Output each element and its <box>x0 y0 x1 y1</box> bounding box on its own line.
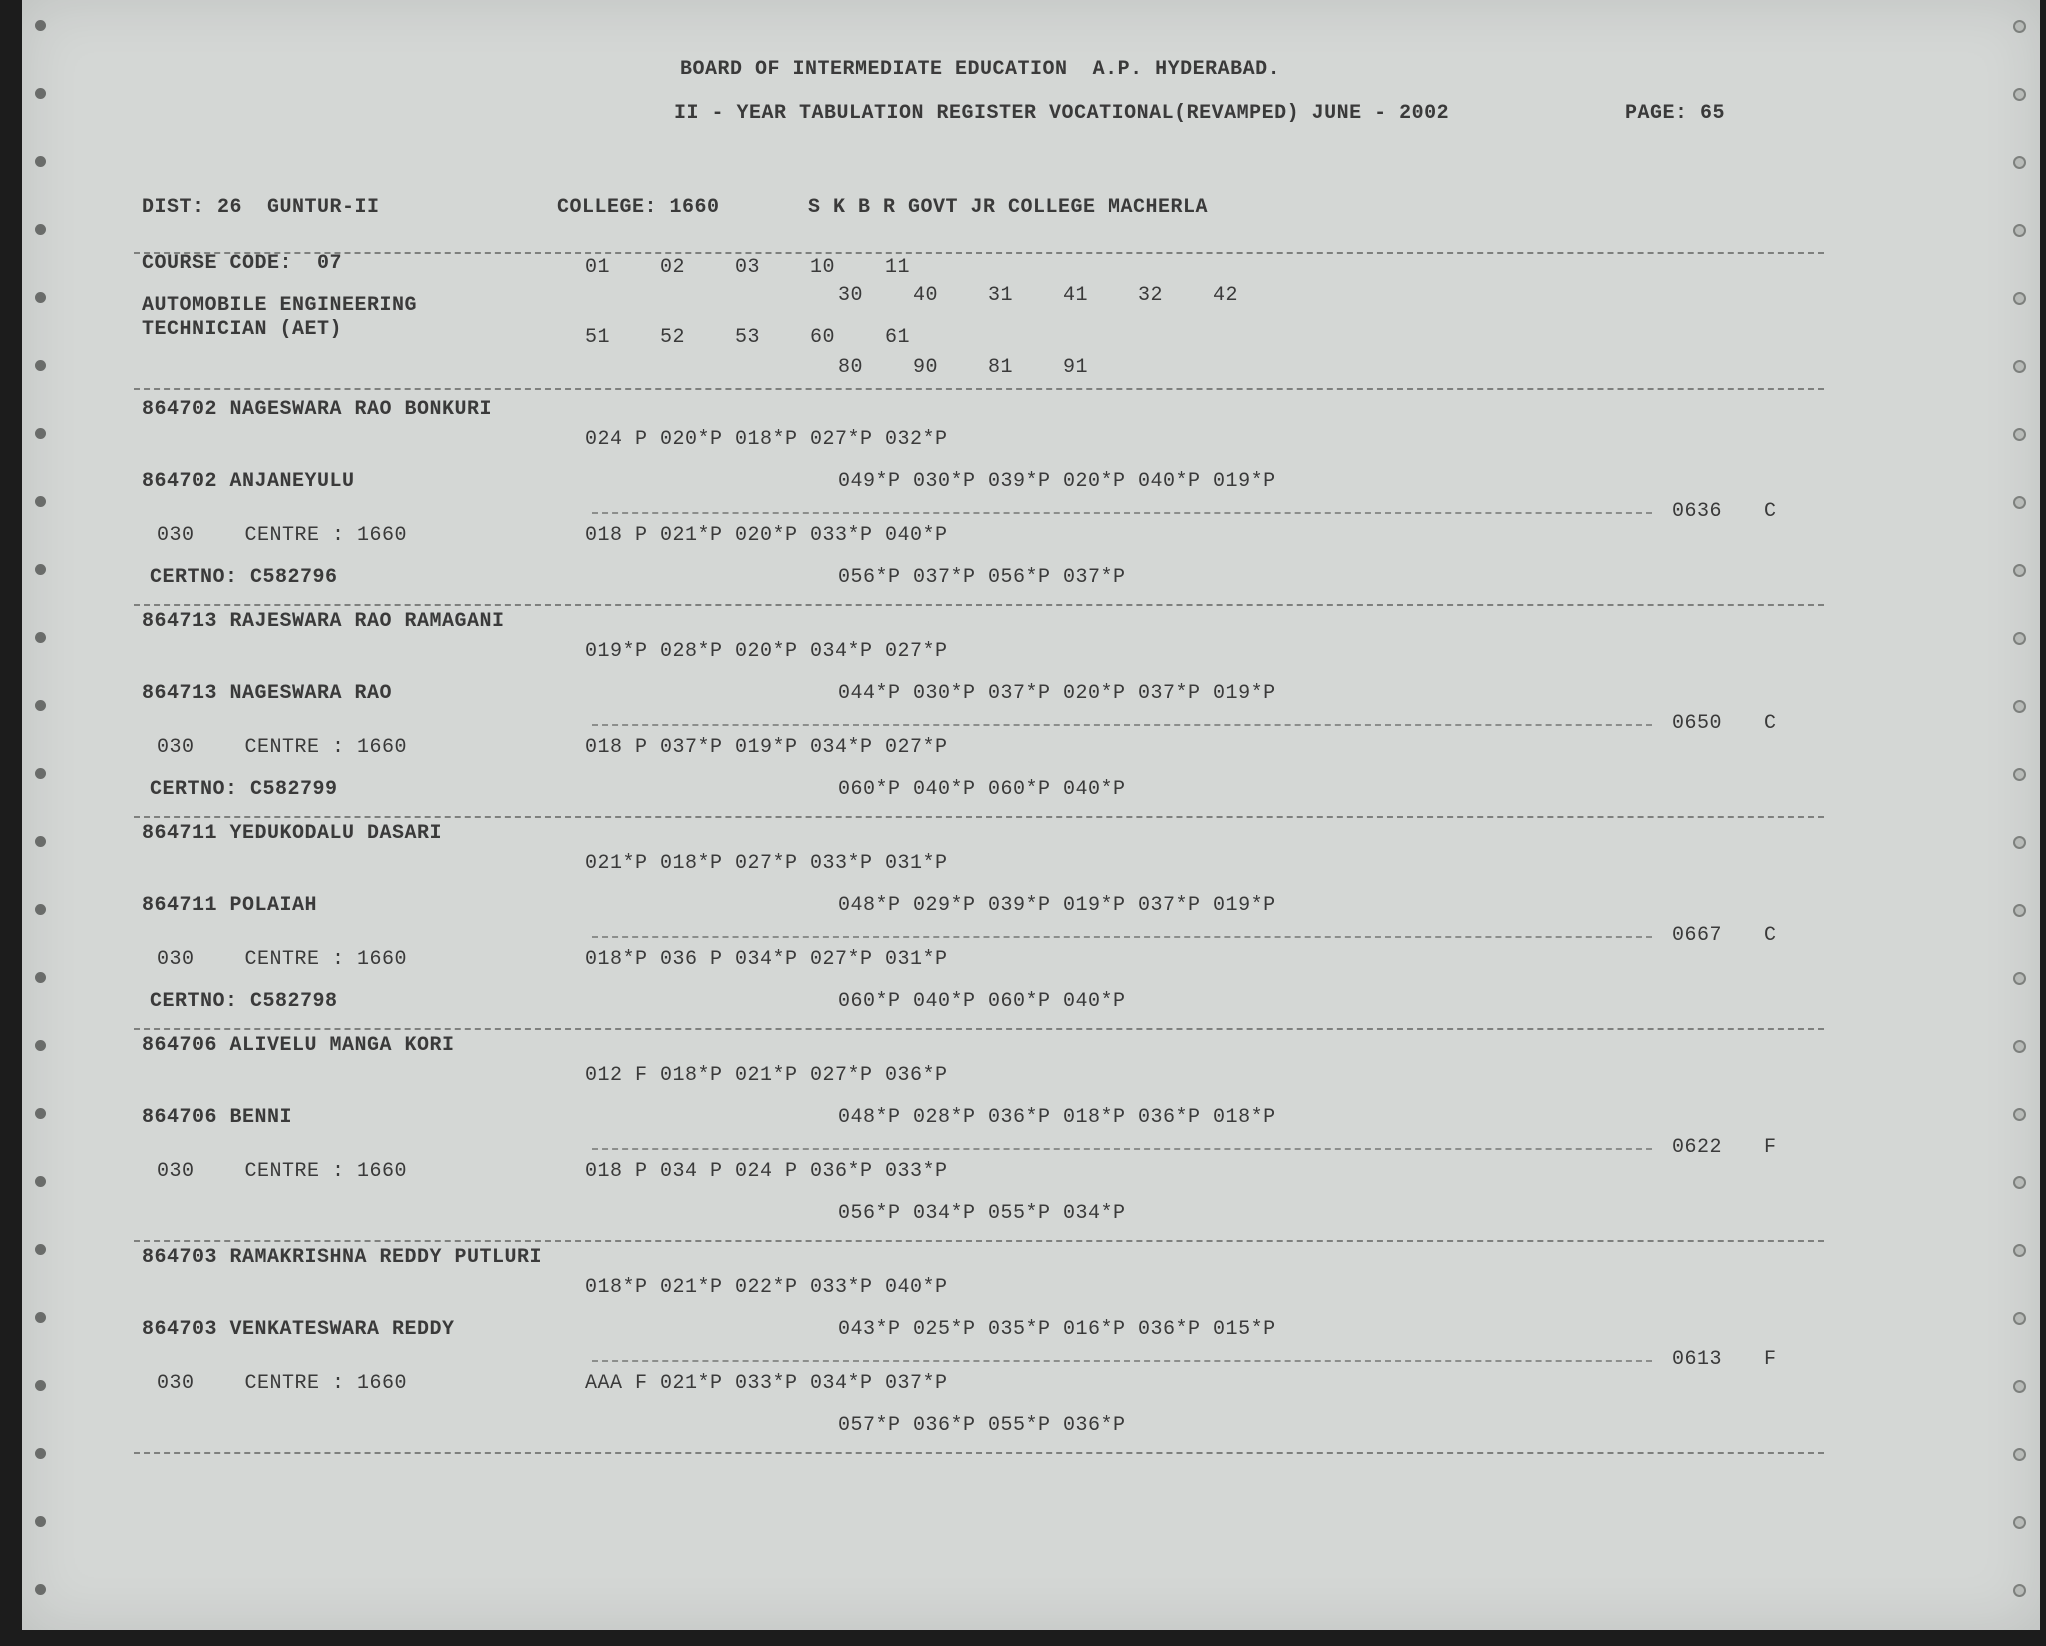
total-marks: 0636 <box>1672 500 1723 523</box>
result-grade: F <box>1764 1136 1777 1159</box>
marks-row-2: 049*P 030*P 039*P 020*P 040*P 019*P <box>838 470 1276 493</box>
district-label: DIST: 26 GUNTUR-II <box>142 196 380 219</box>
student-name: 864702 NAGESWARA RAO BONKURI <box>142 398 493 421</box>
marks-row-3: 018 P 034 P 024 P 036*P 033*P <box>585 1160 948 1183</box>
subject-codes-row-2: 30 40 31 41 32 42 <box>838 284 1239 307</box>
feed-hole <box>2013 1448 2026 1461</box>
feed-hole <box>2013 496 2026 509</box>
feed-hole <box>35 768 46 779</box>
subject-codes-row-3: 51 52 53 60 61 <box>585 326 911 349</box>
college-name: S K B R GOVT JR COLLEGE MACHERLA <box>808 196 1209 219</box>
marks-row-1: 021*P 018*P 027*P 033*P 031*P <box>585 852 948 875</box>
centre-line: 030 CENTRE : 1660 <box>157 948 408 971</box>
marks-divider <box>592 936 1652 938</box>
page-number: PAGE: 65 <box>1625 102 1726 125</box>
feed-hole <box>2013 972 2026 985</box>
course-code: COURSE CODE: 07 <box>142 252 343 275</box>
centre-line: 030 CENTRE : 1660 <box>157 524 408 547</box>
marks-row-1: 024 P 020*P 018*P 027*P 032*P <box>585 428 948 451</box>
marks-row-3: 018*P 036 P 034*P 027*P 031*P <box>585 948 948 971</box>
tabulation-sheet <box>22 0 2040 1630</box>
feed-hole <box>2013 156 2026 169</box>
feed-hole <box>35 1244 46 1255</box>
marks-row-1: 019*P 028*P 020*P 034*P 027*P <box>585 640 948 663</box>
marks-divider <box>592 724 1652 726</box>
result-grade: C <box>1764 500 1777 523</box>
total-marks: 0622 <box>1672 1136 1723 1159</box>
feed-hole <box>35 904 46 915</box>
feed-hole <box>2013 360 2026 373</box>
certificate-number: CERTNO: C582798 <box>150 990 338 1013</box>
feed-hole <box>2013 768 2026 781</box>
centre-line: 030 CENTRE : 1660 <box>157 1372 408 1395</box>
total-marks: 0667 <box>1672 924 1723 947</box>
parent-name: 864703 VENKATESWARA REDDY <box>142 1318 455 1341</box>
feed-hole <box>2013 1312 2026 1325</box>
feed-hole <box>2013 564 2026 577</box>
marks-row-2: 048*P 029*P 039*P 019*P 037*P 019*P <box>838 894 1276 917</box>
record-rule <box>134 816 1824 818</box>
header-rule-bottom <box>134 388 1824 390</box>
student-name: 864703 RAMAKRISHNA REDDY PUTLURI <box>142 1246 543 1269</box>
feed-hole <box>35 1380 46 1391</box>
feed-hole <box>35 1584 46 1595</box>
marks-row-2: 044*P 030*P 037*P 020*P 037*P 019*P <box>838 682 1276 705</box>
total-marks: 0650 <box>1672 712 1723 735</box>
feed-hole <box>2013 904 2026 917</box>
subject-codes-row-1: 01 02 03 10 11 <box>585 256 911 279</box>
total-marks: 0613 <box>1672 1348 1723 1371</box>
feed-hole <box>2013 88 2026 101</box>
marks-row-2: 048*P 028*P 036*P 018*P 036*P 018*P <box>838 1106 1276 1129</box>
feed-hole <box>35 1516 46 1527</box>
feed-hole <box>35 972 46 983</box>
result-grade: C <box>1764 712 1777 735</box>
parent-name: 864706 BENNI <box>142 1106 293 1129</box>
marks-row-2: 043*P 025*P 035*P 016*P 036*P 015*P <box>838 1318 1276 1341</box>
student-name: 864706 ALIVELU MANGA KORI <box>142 1034 455 1057</box>
parent-name: 864711 POLAIAH <box>142 894 318 917</box>
feed-hole <box>2013 632 2026 645</box>
header-rule-top <box>134 252 1824 254</box>
marks-row-4: 056*P 034*P 055*P 034*P <box>838 1202 1126 1225</box>
feed-hole <box>35 88 46 99</box>
marks-divider <box>592 1148 1652 1150</box>
student-name: 864711 YEDUKODALU DASARI <box>142 822 443 845</box>
marks-divider <box>592 1360 1652 1362</box>
board-title: BOARD OF INTERMEDIATE EDUCATION A.P. HYDERABAD. <box>680 58 1281 81</box>
register-title: II - YEAR TABULATION REGISTER VOCATIONAL(REVAMPED) JUNE - 2002 <box>674 102 1450 125</box>
marks-row-1: 012 F 018*P 021*P 027*P 036*P <box>585 1064 948 1087</box>
marks-row-3: AAA F 021*P 033*P 034*P 037*P <box>585 1372 948 1395</box>
feed-hole <box>35 428 46 439</box>
feed-hole <box>35 496 46 507</box>
marks-row-4: 057*P 036*P 055*P 036*P <box>838 1414 1126 1437</box>
feed-hole <box>2013 1176 2026 1189</box>
student-name: 864713 RAJESWARA RAO RAMAGANI <box>142 610 505 633</box>
feed-hole <box>2013 1244 2026 1257</box>
feed-hole <box>35 292 46 303</box>
right-feed-holes <box>2008 0 2030 1630</box>
centre-line: 030 CENTRE : 1660 <box>157 736 408 759</box>
course-name-line-1: AUTOMOBILE ENGINEERING <box>142 294 418 317</box>
feed-hole <box>35 1040 46 1051</box>
parent-name: 864713 NAGESWARA RAO <box>142 682 393 705</box>
feed-hole <box>2013 292 2026 305</box>
result-grade: F <box>1764 1348 1777 1371</box>
college-code: COLLEGE: 1660 <box>557 196 720 219</box>
feed-hole <box>35 224 46 235</box>
feed-hole <box>35 632 46 643</box>
marks-row-4: 056*P 037*P 056*P 037*P <box>838 566 1126 589</box>
feed-hole <box>2013 428 2026 441</box>
feed-hole <box>35 1448 46 1459</box>
feed-hole <box>35 360 46 371</box>
marks-row-4: 060*P 040*P 060*P 040*P <box>838 990 1126 1013</box>
course-name-line-2: TECHNICIAN (AET) <box>142 318 343 341</box>
feed-hole <box>35 1312 46 1323</box>
feed-hole <box>2013 224 2026 237</box>
feed-hole <box>2013 836 2026 849</box>
certificate-number: CERTNO: C582796 <box>150 566 338 589</box>
feed-hole <box>35 20 46 31</box>
marks-row-4: 060*P 040*P 060*P 040*P <box>838 778 1126 801</box>
feed-hole <box>2013 1380 2026 1393</box>
record-rule <box>134 1028 1824 1030</box>
feed-hole <box>2013 700 2026 713</box>
feed-hole <box>2013 1516 2026 1529</box>
marks-row-3: 018 P 021*P 020*P 033*P 040*P <box>585 524 948 547</box>
left-feed-holes <box>30 0 52 1630</box>
feed-hole <box>2013 1584 2026 1597</box>
result-grade: C <box>1764 924 1777 947</box>
feed-hole <box>35 1176 46 1187</box>
record-rule <box>134 604 1824 606</box>
marks-row-1: 018*P 021*P 022*P 033*P 040*P <box>585 1276 948 1299</box>
feed-hole <box>2013 1040 2026 1053</box>
feed-hole <box>35 836 46 847</box>
marks-divider <box>592 512 1652 514</box>
subject-codes-row-4: 80 90 81 91 <box>838 356 1089 379</box>
feed-hole <box>2013 20 2026 33</box>
feed-hole <box>35 1108 46 1119</box>
centre-line: 030 CENTRE : 1660 <box>157 1160 408 1183</box>
parent-name: 864702 ANJANEYULU <box>142 470 355 493</box>
marks-row-3: 018 P 037*P 019*P 034*P 027*P <box>585 736 948 759</box>
feed-hole <box>35 564 46 575</box>
record-rule <box>134 1452 1824 1454</box>
feed-hole <box>2013 1108 2026 1121</box>
feed-hole <box>35 700 46 711</box>
feed-hole <box>35 156 46 167</box>
record-rule <box>134 1240 1824 1242</box>
certificate-number: CERTNO: C582799 <box>150 778 338 801</box>
